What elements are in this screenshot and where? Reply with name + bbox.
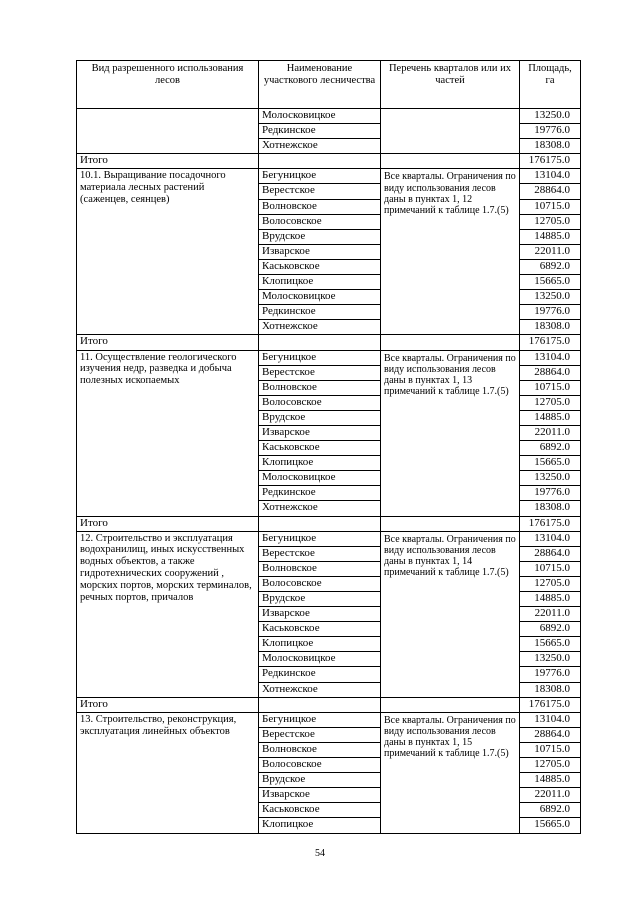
forestry-name: Волновское [259,380,381,395]
forestry-name: Верестское [259,546,381,561]
forestry-area: 12705.0 [520,214,581,229]
forestry-area: 18308.0 [520,139,581,154]
forestry-area: 19776.0 [520,667,581,682]
forestry-name: Каськовское [259,259,381,274]
total-area: 176175.0 [520,697,581,712]
forestry-area: 28864.0 [520,546,581,561]
forestry-name: Волосовское [259,576,381,591]
total-blank-quarters [381,335,520,350]
forestry-area: 28864.0 [520,727,581,742]
quarters-list: Все кварталы. Ограничения по виду использования лесов даны в пунктах 1, 14 примечаний к таблице 1.7.(5) [381,531,520,697]
forestry-area: 15665.0 [520,456,581,471]
use-kind: 11. Осуществление геологического изучения недр, разведка и добыча полезных ископаемых [77,350,259,516]
use-kind: 13. Строительство, реконструкция, эксплуатация линейных объектов [77,712,259,833]
forestry-area: 19776.0 [520,305,581,320]
total-area: 176175.0 [520,516,581,531]
total-row [77,697,581,712]
forestry-name: Врудское [259,229,381,244]
forestry-name: Молосковицкое [259,109,381,124]
page-number: 54 [315,848,325,859]
forestry-area: 10715.0 [520,561,581,576]
use-kind: 10.1. Выращивание посадочного материала лесных растений (саженцев, сеянцев) [77,169,259,335]
forestry-name: Волновское [259,742,381,757]
forestry-area: 28864.0 [520,184,581,199]
table-body [77,109,581,834]
total-blank-quarters [381,154,520,169]
forestry-name: Молосковицкое [259,471,381,486]
forestry-name: Хотнежское [259,320,381,335]
forestry-area: 6892.0 [520,622,581,637]
quarters-list: Все кварталы. Ограничения по виду использования лесов даны в пунктах 1, 12 примечаний к таблице 1.7.(5) [381,169,520,335]
forestry-area: 12705.0 [520,758,581,773]
header-quarters: Перечень кварталов или их частей [381,61,520,109]
forestry-area: 13104.0 [520,712,581,727]
forestry-name: Хотнежское [259,682,381,697]
forestry-area: 10715.0 [520,380,581,395]
forestry-name: Волосовское [259,758,381,773]
forestry-area: 10715.0 [520,199,581,214]
total-row [77,154,581,169]
forestry-name: Редкинское [259,667,381,682]
forestry-name: Редкинское [259,305,381,320]
forestry-name: Врудское [259,592,381,607]
forestry-area: 22011.0 [520,425,581,440]
forestry-name: Бегуницкое [259,712,381,727]
forestry-name: Бегуницкое [259,169,381,184]
forestry-name: Верестское [259,365,381,380]
forestry-name: Хотнежское [259,139,381,154]
total-row [77,516,581,531]
table-row [77,531,581,546]
total-blank-forestry [259,697,381,712]
forestry-name: Волновское [259,561,381,576]
forestry-name: Каськовское [259,803,381,818]
forestry-area: 13250.0 [520,652,581,667]
forestry-area: 22011.0 [520,788,581,803]
forestry-name: Клопицкое [259,637,381,652]
forestry-name: Молосковицкое [259,290,381,305]
forestry-name: Каськовское [259,441,381,456]
use-kind: 12. Строительство и эксплуатация водохранилищ, иных искусственных водных объектов, а также гидротехнических сооружений , морских портов, морских терминалов, речных портов, причалов [77,531,259,697]
forestry-name: Волосовское [259,214,381,229]
forestry-area: 13104.0 [520,350,581,365]
table-row [77,350,581,365]
header-kind: Вид разрешенного использования лесов [77,61,259,109]
forestry-name: Хотнежское [259,501,381,516]
total-blank-quarters [381,516,520,531]
forestry-area: 19776.0 [520,124,581,139]
forestry-area: 19776.0 [520,486,581,501]
forestry-name: Изварское [259,788,381,803]
forest-use-table [76,60,581,834]
forestry-area: 6892.0 [520,441,581,456]
forestry-area: 18308.0 [520,682,581,697]
forestry-area: 15665.0 [520,818,581,833]
forestry-name: Клопицкое [259,818,381,833]
table-header-row [77,61,581,109]
forestry-name: Клопицкое [259,275,381,290]
total-area: 176175.0 [520,154,581,169]
forestry-name: Бегуницкое [259,350,381,365]
forestry-name: Врудское [259,410,381,425]
forestry-name: Верестское [259,727,381,742]
forestry-name: Врудское [259,773,381,788]
quarters-list: Все кварталы. Ограничения по виду использования лесов даны в пунктах 1, 15 примечаний к таблице 1.7.(5) [381,712,520,833]
forestry-area: 12705.0 [520,576,581,591]
forestry-name: Верестское [259,184,381,199]
forestry-name: Изварское [259,607,381,622]
total-label: Итого [77,335,259,350]
forestry-name: Каськовское [259,622,381,637]
forestry-area: 18308.0 [520,501,581,516]
forestry-area: 13104.0 [520,531,581,546]
table-row [77,712,581,727]
forestry-area: 14885.0 [520,229,581,244]
forestry-area: 28864.0 [520,365,581,380]
forestry-area: 18308.0 [520,320,581,335]
forestry-area: 6892.0 [520,803,581,818]
forestry-area: 13250.0 [520,290,581,305]
forestry-area: 12705.0 [520,395,581,410]
forestry-name: Изварское [259,425,381,440]
table-row [77,109,581,124]
table-row [77,169,581,184]
forestry-area: 14885.0 [520,592,581,607]
forestry-area: 13250.0 [520,109,581,124]
forestry-area: 15665.0 [520,637,581,652]
quarters-cell-empty [381,109,520,154]
forestry-name: Изварское [259,244,381,259]
forestry-area: 6892.0 [520,259,581,274]
header-area: Площадь, га [520,61,581,109]
forestry-area: 13250.0 [520,471,581,486]
total-label: Итого [77,516,259,531]
forestry-name: Клопицкое [259,456,381,471]
forestry-area: 22011.0 [520,244,581,259]
total-area: 176175.0 [520,335,581,350]
kind-cell-empty [77,109,259,154]
forestry-name: Молосковицкое [259,652,381,667]
total-blank-forestry [259,154,381,169]
forestry-name: Редкинское [259,124,381,139]
total-blank-forestry [259,335,381,350]
quarters-list: Все кварталы. Ограничения по виду использования лесов даны в пунктах 1, 13 примечаний к таблице 1.7.(5) [381,350,520,516]
forestry-name: Волновское [259,199,381,214]
forestry-area: 22011.0 [520,607,581,622]
forestry-name: Бегуницкое [259,531,381,546]
total-label: Итого [77,697,259,712]
total-blank-forestry [259,516,381,531]
forestry-area: 10715.0 [520,742,581,757]
forestry-name: Редкинское [259,486,381,501]
forestry-area: 15665.0 [520,275,581,290]
total-blank-quarters [381,697,520,712]
forestry-area: 13104.0 [520,169,581,184]
forestry-area: 14885.0 [520,773,581,788]
forestry-name: Волосовское [259,395,381,410]
header-forestry: Наименование участкового лесничества [259,61,381,109]
total-row [77,335,581,350]
forestry-area: 14885.0 [520,410,581,425]
total-label: Итого [77,154,259,169]
